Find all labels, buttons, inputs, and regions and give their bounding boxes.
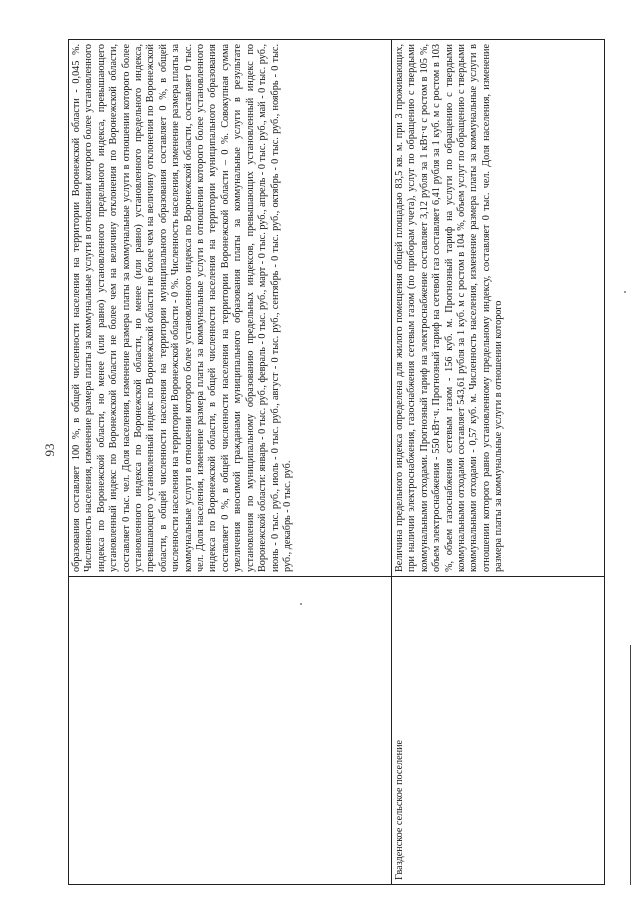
scan-speck: [300, 603, 302, 605]
data-table: [68, 39, 605, 885]
table-row: [69, 40, 392, 885]
table-row: [392, 40, 605, 885]
description-cell: образования составляет 100 %, в общей численности населения на территории Воронежской области - 0,045 %. Численность населения, изменение размера платы за коммунальные услуги в отношении которого более установленного индекса по Воронежской области, но менее (или равно) установленного предельного индекса, превышающего установленный индекс по Воронежской области не более чем на величину отклонения по Воронежской области, составляет 0 тыс. чел. Доля населения, изменение размера платы за коммунальные услуги в отношении которого более установленного индекса по Воронежской области, но менее (или равно) установленного предельного индекса, превышающего установленный индекс по Воронежской области не более чем на величину отклонения по Воронежской области, в общей численности населения на территории муниципального образования составляет 0 %, в общей численности населения на территории Воронежской области - 0 %. Численность населения, изменение размера платы за коммунальные услуги в отношении которого более установленного индекса по Воронежской области, составляет 0 тыс. чел. Доля населения, изменение размера платы за коммунальные услуги в отношении которого более установленного индекса по Воронежской области, в общей численности населения на территории муниципального образования составляет 0 %, в общей численности населения на территории Воронежской области – 0 %. Совокупная сумма увеличения вносимой гражданами муниципального образования платы за коммунальные услуги в результате установления по муниципальному образованию предельных индексов, превышающих установленный индекс по Воронежской области: январь - 0 тыс. руб., февраль - 0 тыс. руб., март - 0 тыс. руб., апрель - 0 тыс. руб., май - 0 тыс. руб., июнь - 0 тыс. руб., июль - 0 тыс. руб., август - 0 тыс. руб., сентябрь - 0 тыс. руб., октябрь - 0 тыс. руб., ноябрь - 0 тыс. руб., декабрь - 0 тыс. руб.: [69, 40, 392, 577]
footer-rule: [630, 645, 631, 885]
municipality-name-cell: Гвазденское сельское поселение: [392, 577, 605, 885]
scan-speck: [624, 291, 626, 293]
municipality-name-cell: [69, 577, 392, 885]
page-number: 93: [42, 443, 57, 457]
description-cell: Величина предельного индекса определена для жилого помещения общей площадью 83,5 кв. м. при 3 проживающих, при наличии электроснабжения, газоснабжения сетевым газом (по приборам учета), услуг по обращению с твердыми коммунальными отходами. Прогнозный тариф на электроснабжение составляет 3,12 рубля за 1 кВт·ч с ростом в 105 %, объем электроснабжения - 550 кВт·ч. Прогнозный тариф на сетевой газ составляет 6,41 рубля за 1 куб. м с ростом в 103 %, объем газоснабжения сетевым газом - 156 куб. м. Прогнозный тариф на услуги по обращению с твердыми коммунальными отходами составляет 543,61 рубля за 1 куб. м с ростом в 104 %, объем услуг по обращению с твердыми коммунальными отходами - 0,57 куб. м. Численность населения, изменение размера платы за коммунальные услуги в отношении которого равно установленному предельному индексу, составляет 0 тыс. чел. Доля населения, изменение размера платы за коммунальные услуги в отношении которого: [392, 40, 605, 577]
